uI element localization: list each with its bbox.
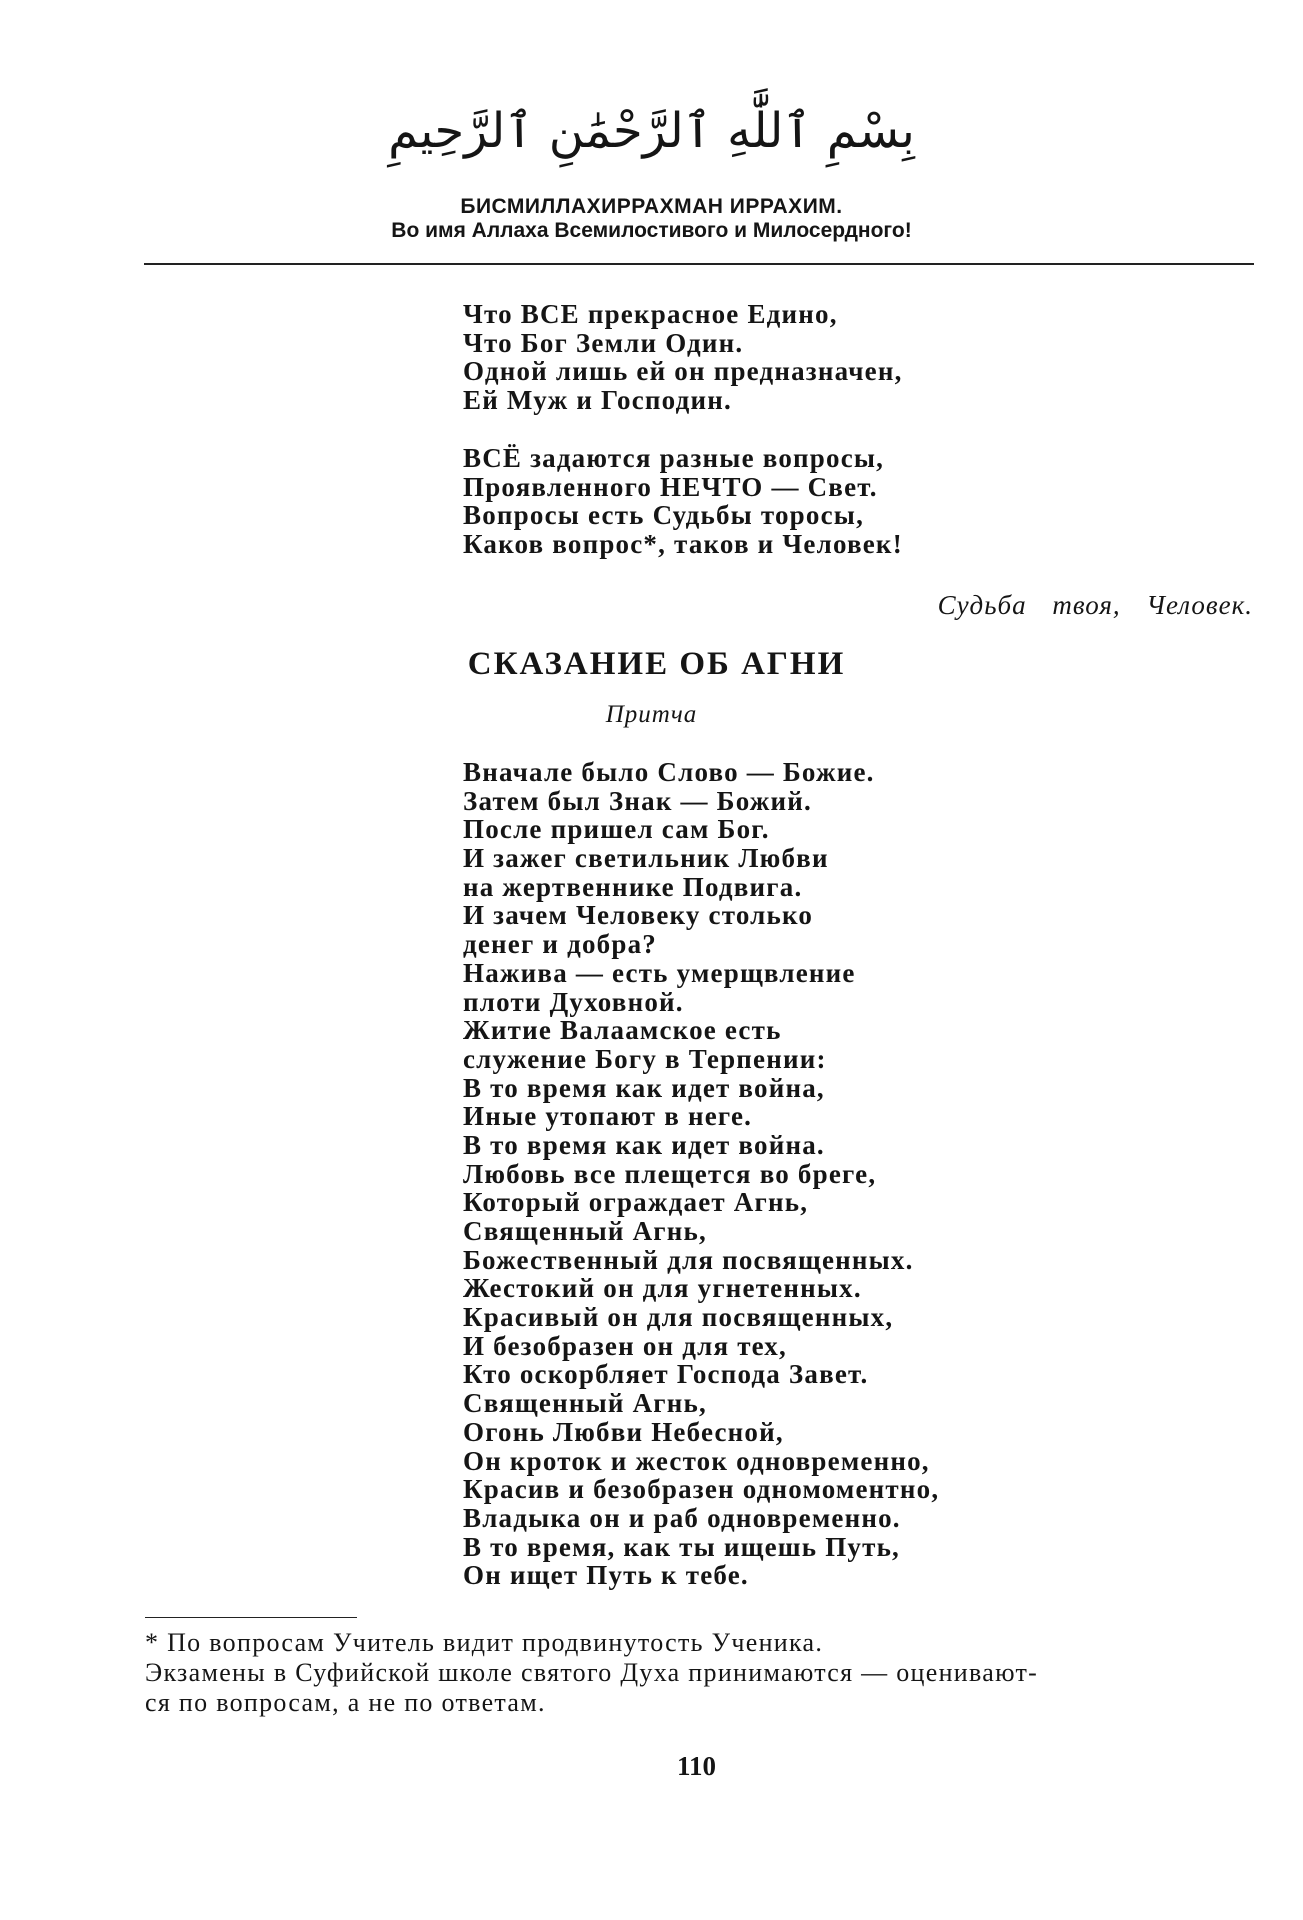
poem-stanza-1 (463, 300, 903, 414)
parable-line: Священный Агнь, (463, 1216, 707, 1246)
footnote-line: Экзамены в Суфийской школе святого Духа принимаются — оценивают- (145, 1658, 1039, 1687)
parable-line: Кто оскорбляет Господа Завет. (463, 1359, 869, 1390)
page-number: 110 (676, 1751, 716, 1781)
parable-line: денег и добра? (463, 929, 657, 960)
poem-line: ВСЁ задаются разные вопросы, (463, 443, 885, 473)
footnote-line: * По вопросам Учитель видит продвинутость Ученика. (145, 1628, 824, 1657)
poem-line: Проявленного НЕЧТО — Свет. (463, 471, 878, 502)
poem-line: Каков вопрос*, таков и Человек! (463, 528, 903, 559)
parable-line: Иные утопают в неге. (463, 1101, 753, 1132)
parable-line: Владыка он и раб одновременно. (463, 1502, 901, 1533)
poem-signature: Судьба твоя, Человек. (937, 590, 1253, 620)
parable-line: Священный Агнь, (463, 1388, 707, 1419)
parable-line: Жестокий он для угнетенных. (463, 1273, 862, 1304)
basmala-translation: Во имя Аллаха Всемилостивого и Милосердного! (391, 219, 912, 242)
footnote-divider (145, 1617, 357, 1618)
parable-line: Огонь Любви Небесной, (463, 1416, 784, 1447)
poem-stanza-2 (463, 444, 903, 558)
poem-line: Что Бог Земли Один. (463, 327, 744, 358)
section-title: СКАЗАНИЕ ОБ АГНИ (467, 646, 846, 682)
parable-line: на жертвеннике Подвига. (463, 871, 803, 902)
footnote (145, 1628, 1255, 1718)
parable-line: Он кроток и жесток одновременно, (463, 1445, 930, 1476)
parable-line: И зачем Человеку столько (463, 900, 814, 931)
header-divider (144, 263, 1254, 265)
parable-line: Любовь все плещется во бреге, (463, 1158, 877, 1189)
parable-line: В то время как идет война, (463, 1072, 825, 1103)
section-subtitle: Притча (605, 701, 698, 728)
parable-line: Он ищет Путь к тебе. (463, 1560, 749, 1591)
poem-line: Что ВСЕ прекрасное Едино, (463, 299, 838, 329)
parable-line: После пришел сам Бог. (463, 814, 770, 845)
parable-line: И безобразен он для тех, (463, 1330, 787, 1361)
parable-line: Затем был Знак — Божий. (463, 785, 813, 816)
poem-line: Ей Муж и Господин. (463, 384, 732, 415)
basmala-transliteration: БИСМИЛЛАХИРРАХМАН ИРРАХИМ. (460, 195, 843, 218)
parable-line: плоти Духовной. (463, 986, 684, 1017)
parable-line: В то время как идет война. (463, 1129, 825, 1160)
parable-line: Вначале было Слово — Божие. (463, 757, 875, 787)
parable-line: В то время, как ты ищешь Путь, (463, 1531, 900, 1562)
poem-line: Одной лишь ей он предназначен, (463, 356, 903, 387)
parable-text (463, 758, 939, 1590)
parable-line: Красивый он для посвященных, (463, 1302, 894, 1333)
parable-line: Который ограждает Агнь, (463, 1187, 809, 1218)
parable-line: Нажива — есть умерщвление (463, 957, 856, 988)
parable-line: Красив и безобразен одномоментно, (463, 1474, 940, 1505)
basmala-calligraphy: بِسْمِ ٱللَّٰهِ ٱلرَّحْمَٰنِ ٱلرَّحِيمِ (388, 103, 915, 159)
parable-line: служение Богу в Терпении: (463, 1043, 827, 1074)
parable-line: Божественный для посвященных. (463, 1244, 914, 1275)
parable-line: И зажег светильник Любви (463, 843, 829, 874)
poem-line: Вопросы есть Судьбы торосы, (463, 500, 865, 531)
footnote-line: ся по вопросам, а не по ответам. (145, 1688, 546, 1717)
parable-line: Житие Валаамское есть (463, 1015, 782, 1046)
